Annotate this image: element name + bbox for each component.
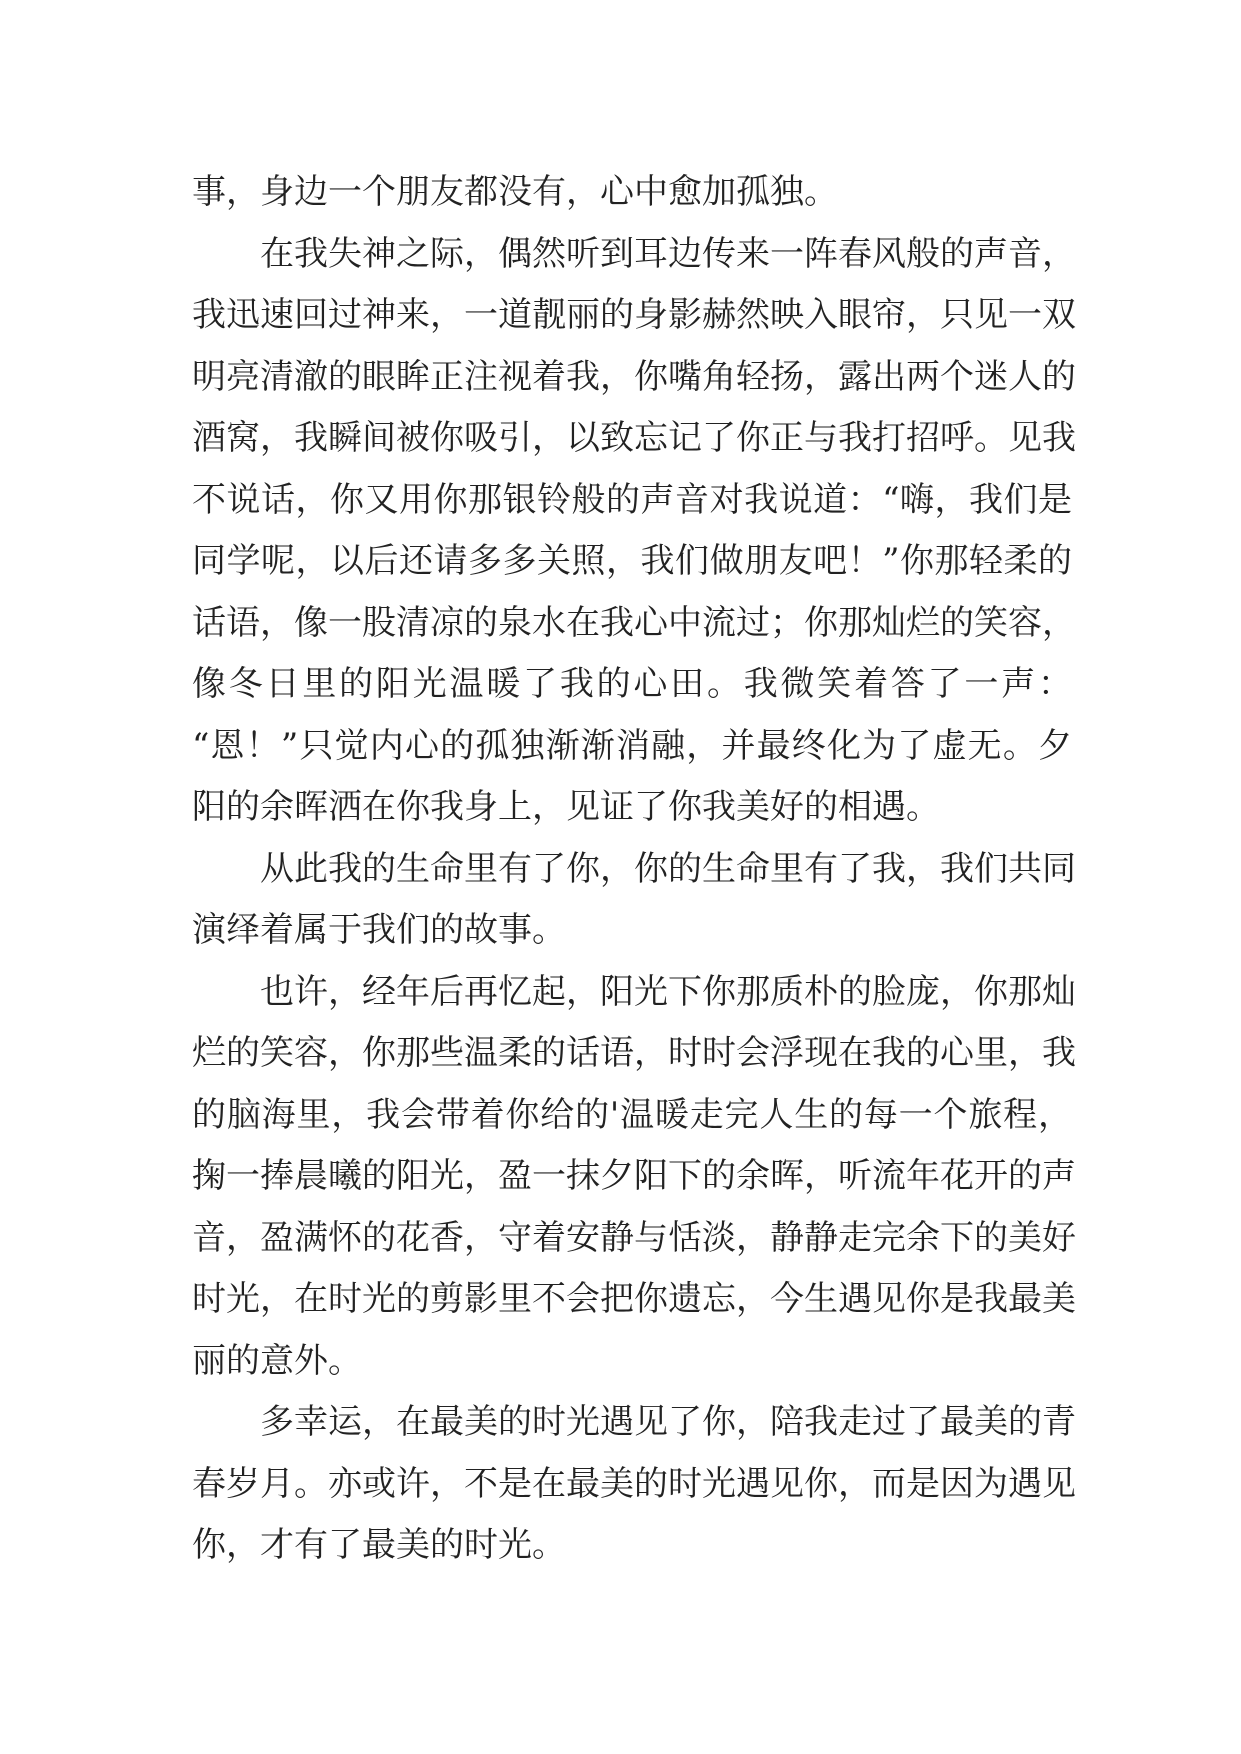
text-line: 音，盈满怀的花香，守着安静与恬淡，静静走完余下的美好 <box>192 1217 1076 1258</box>
text-line: 像冬日里的阳光温暖了我的心田。我微笑着答了一声： <box>192 664 1072 704</box>
text-line: 时光，在时光的剪影里不会把你遗忘，今生遇见你是我最美 <box>192 1279 1076 1319</box>
text-line: 烂的笑容，你那些温柔的话语，时时会浮现在我的心里，我 <box>192 1033 1076 1073</box>
text-line: 也许，经年后再忆起，阳光下你那质朴的脸庞，你那灿 <box>260 971 1076 1012</box>
paragraph-4 <box>192 962 1076 1393</box>
text-line: 酒窝，我瞬间被你吸引，以致忘记了你正与我打招呼。见我 <box>192 418 1076 458</box>
paragraph-5 <box>192 1392 1076 1577</box>
document-body <box>192 162 1076 1577</box>
text-line: 不说话，你又用你那银铃般的声音对我说道：“嗨，我们是 <box>192 479 1072 520</box>
text-line: 演绎着属于我们的故事。 <box>192 910 566 950</box>
text-line: 春岁月。亦或许，不是在最美的时光遇见你，而是因为遇见 <box>192 1463 1076 1504</box>
text-line: 事，身边一个朋友都没有，心中愈加孤独。 <box>192 172 838 212</box>
paragraph-3 <box>192 839 1076 962</box>
text-line: 阳的余晖洒在你我身上，见证了你我美好的相遇。 <box>192 787 940 827</box>
text-line: 话语，像一股清凉的泉水在我心中流过；你那灿烂的笑容， <box>192 602 1076 643</box>
text-line: 我迅速回过神来，一道靓丽的身影赫然映入眼帘，只见一双 <box>192 295 1076 335</box>
text-line: “恩！”只觉内心的孤独渐渐消融，并最终化为了虚无。夕 <box>192 725 1072 766</box>
paragraph-2 <box>192 224 1076 839</box>
paragraph-1 <box>192 162 1072 224</box>
text-line: 明亮清澈的眼眸正注视着我，你嘴角轻扬，露出两个迷人的 <box>192 356 1076 397</box>
text-line: 的脑海里，我会带着你给的'温暖走完人生的每一个旅程， <box>192 1094 1072 1135</box>
text-line: 多幸运，在最美的时光遇见了你，陪我走过了最美的青 <box>260 1402 1076 1442</box>
text-line: 在我失神之际，偶然听到耳边传来一阵春风般的声音， <box>260 233 1076 274</box>
text-line: 同学呢，以后还请多多关照，我们做朋友吧！”你那轻柔的 <box>192 541 1072 581</box>
text-line: 从此我的生命里有了你，你的生命里有了我，我们共同 <box>260 848 1076 889</box>
text-line: 掬一捧晨曦的阳光，盈一抹夕阳下的余晖，听流年花开的声 <box>192 1156 1076 1196</box>
text-line: 你，才有了最美的时光。 <box>192 1525 566 1565</box>
text-line: 丽的意外。 <box>192 1340 362 1381</box>
